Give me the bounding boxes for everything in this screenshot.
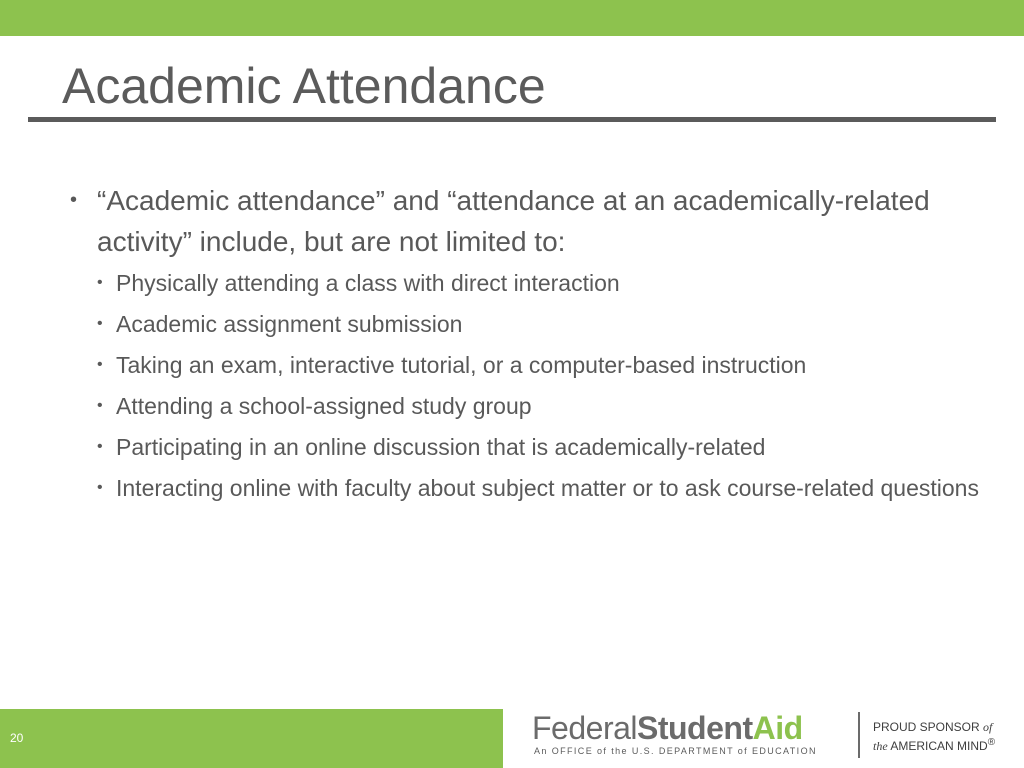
logo-divider	[858, 712, 860, 758]
sponsor-line-2	[873, 735, 995, 754]
sponsor-tagline	[873, 720, 995, 754]
logo-student: Student	[637, 710, 753, 746]
sub-bullet-text: Academic assignment submission	[116, 311, 463, 337]
sub-bullet-text: Physically attending a class with direct interaction	[116, 270, 620, 296]
slide-title: Academic Attendance	[62, 58, 546, 114]
sub-bullet-text: Participating in an online discussion that is academically-related	[116, 434, 766, 460]
sponsor-the: the	[873, 739, 888, 753]
bottom-accent-bar	[0, 709, 503, 768]
bullet-dot-icon: •	[97, 356, 103, 373]
bullet-dot-icon: •	[97, 397, 103, 414]
bullet-dot-icon: •	[70, 189, 78, 211]
bullet-dot-icon: •	[97, 274, 103, 291]
fsa-wordmark	[532, 710, 803, 746]
page-number: 20	[10, 731, 24, 745]
sub-bullet-item	[97, 389, 990, 423]
bullet-dot-icon: •	[97, 438, 103, 455]
sub-bullet-text: Interacting online with faculty about subject matter or to ask course-related questions	[116, 475, 979, 501]
sponsor-text: PROUD SPONSOR	[873, 720, 980, 734]
sub-bullet-text: Taking an exam, interactive tutorial, or a computer-based instruction	[116, 352, 807, 378]
top-accent-bar	[0, 0, 1024, 36]
title-underline	[28, 117, 996, 122]
sponsor-of: of	[983, 720, 993, 734]
sub-bullet-item	[97, 307, 990, 341]
slide-content	[70, 180, 990, 512]
bullet-dot-icon: •	[97, 315, 103, 332]
logo-aid: Aid	[752, 710, 803, 746]
sub-bullet-text: Attending a school-assigned study group	[116, 393, 532, 419]
logo-subtitle: An OFFICE of the U.S. DEPARTMENT of EDUCATION	[534, 746, 817, 756]
federal-student-aid-logo	[532, 710, 1002, 760]
registered-mark: ®	[987, 737, 996, 748]
sub-bullet-item	[97, 471, 990, 505]
sub-bullet-list	[70, 266, 990, 505]
main-bullet-item	[70, 180, 990, 262]
sub-bullet-item	[97, 348, 990, 382]
sponsor-american-mind: AMERICAN MIND	[890, 739, 988, 753]
main-bullet-text: “Academic attendance” and “attendance at an academically-related activity” include, but are not limited to:	[97, 185, 930, 257]
sponsor-line-1	[873, 720, 995, 735]
logo-federal: Federal	[532, 710, 637, 746]
sub-bullet-item	[97, 266, 990, 300]
sub-bullet-item	[97, 430, 990, 464]
bullet-dot-icon: •	[97, 479, 103, 496]
